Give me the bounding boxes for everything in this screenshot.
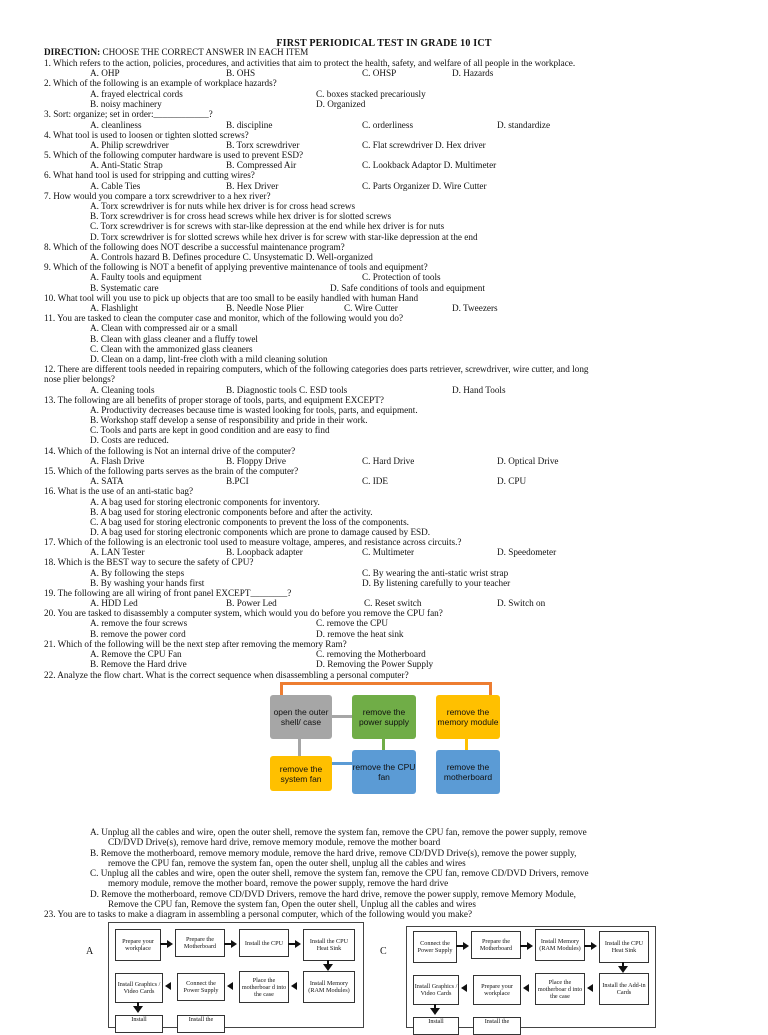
q8-options: A. Controls hazard B. Defines procedure C. Unsystematic D. Well-organized bbox=[90, 252, 373, 262]
connector-blue-mid bbox=[330, 762, 352, 765]
q15-option-c: C. IDE bbox=[362, 476, 389, 486]
q13-option-b: B. Workshop staff develop a sense of responsibility and pride in their work. bbox=[90, 415, 368, 425]
arrow-right-icon bbox=[295, 940, 301, 948]
diagram-a-step-prepare-motherboard: Prepare the Motherboard bbox=[175, 929, 225, 957]
question-15: 15. Which of the following parts serves as the brain of the computer? bbox=[44, 466, 299, 476]
q17-option-b: B. Loopback adapter bbox=[226, 547, 303, 557]
q19-option-b: B. Power Led bbox=[226, 598, 277, 608]
diagram-a-step-place-motherboard: Place the motherboar d into the case bbox=[239, 971, 289, 1003]
q9-option-a: A. Faulty tools and equipment bbox=[90, 272, 202, 282]
q2-option-c: C. boxes stacked precariously bbox=[316, 89, 426, 99]
arrow-down-icon bbox=[133, 1006, 143, 1013]
q2-option-b: B. noisy machinery bbox=[90, 99, 162, 109]
arrow-right-icon bbox=[591, 942, 597, 950]
q20-option-d: D. remove the heat sink bbox=[316, 629, 404, 639]
question-23: 23. You are to tasks to make a diagram in assembling a personal computer, which of the following would you make? bbox=[44, 909, 473, 919]
connector-gray-down bbox=[298, 739, 301, 756]
q1-option-d: D. Hazards bbox=[452, 68, 494, 78]
q1-option-b: B. OHS bbox=[226, 68, 256, 78]
diagram-c-step-power-supply: Connect the Power Supply bbox=[413, 931, 457, 963]
q19-option-a: A. HDD Led bbox=[90, 598, 138, 608]
q14-option-b: B. Floppy Drive bbox=[226, 456, 286, 466]
diagram-c-step-place-motherboard: Place the motherboar d into the case bbox=[535, 973, 585, 1005]
q4-option-b: B. Torx screwdriver bbox=[226, 140, 300, 150]
flowchart bbox=[260, 680, 510, 820]
q2-option-d: D. Organized bbox=[316, 99, 366, 109]
question-21: 21. Which of the following will be the next step after removing the memory Ram? bbox=[44, 639, 347, 649]
arrow-left-icon bbox=[461, 984, 467, 992]
q1-option-a: A. OHP bbox=[90, 68, 120, 78]
diagram-a-step-prepare-workplace: Prepare your workplace bbox=[115, 929, 161, 961]
diagram-a-step-power-supply: Connect the Power Supply bbox=[177, 973, 225, 1001]
q5-option-b: B. Compressed Air bbox=[226, 160, 297, 170]
q21-option-d: D. Removing the Power Supply bbox=[316, 659, 434, 669]
q22-option-b-line1: B. Remove the motherboard, remove memory module, remove the hard drive, remove CD/DVD Drive(s), remove the power supply, bbox=[90, 848, 577, 858]
arrow-left-icon bbox=[227, 982, 233, 990]
question-7: 7. How would you compare a torx screwdriver to a hex river? bbox=[44, 191, 271, 201]
arrow-right-icon bbox=[167, 940, 173, 948]
q16-option-c: C. A bag used for storing electronic components to prevent the loss of the components. bbox=[90, 517, 409, 527]
arrow-right-icon bbox=[231, 940, 237, 948]
direction-text: CHOOSE THE CORRECT ANSWER IN EACH ITEM bbox=[100, 47, 309, 57]
q10-option-b: B. Needle Nose Plier bbox=[226, 303, 304, 313]
question-14: 14. Which of the following is Not an internal drive of the computer? bbox=[44, 446, 296, 456]
q10-option-c: C. Wire Cutter bbox=[344, 303, 398, 313]
q12-option-a: A. Cleaning tools bbox=[90, 385, 155, 395]
question-22: 22. Analyze the flow chart. What is the correct sequence when disassembling a personal computer? bbox=[44, 670, 409, 680]
diagram-c-step-install-memory: Install Memory (RAM Modules) bbox=[535, 929, 585, 961]
question-12: 12. There are different tools needed in repairing computers, which of the following categories does parts retriever, screwdriver, wire cutter, and long bbox=[44, 364, 589, 374]
q9-option-d: D. Safe conditions of tools and equipment bbox=[330, 283, 485, 293]
q7-option-c: C. Torx screwdriver is for screws with star-like depression at the end while hex driver is for nuts bbox=[90, 221, 445, 231]
q21-option-b: B. Remove the Hard drive bbox=[90, 659, 187, 669]
q15-option-b: B.PCI bbox=[226, 476, 249, 486]
question-8: 8. Which of the following does NOT describe a successful maintenance program? bbox=[44, 242, 345, 252]
question-18: 18. Which is the BEST way to secure the safety of CPU? bbox=[44, 557, 254, 567]
q7-option-d: D. Torx screwdriver is for slotted screws while hex driver is for screw with star-like depression at the end bbox=[90, 232, 478, 242]
question-20: 20. You are tasked to disassembly a computer system, which would you do before you remove the CPU fan? bbox=[44, 608, 443, 618]
flow-box-motherboard: remove the motherboard bbox=[436, 750, 500, 794]
q3-option-c: C. orderliness bbox=[362, 120, 414, 130]
diagram-a-step-cpu-heat-sink: Install the CPU Heat Sink bbox=[303, 929, 355, 961]
q9-option-c: C. Protection of tools bbox=[362, 272, 441, 282]
diagram-a-step-install-memory: Install Memory (RAM Modules) bbox=[303, 971, 355, 1003]
question-6: 6. What hand tool is used for stripping and cutting wires? bbox=[44, 170, 255, 180]
q21-option-c: C. removing the Motherboard bbox=[316, 649, 426, 659]
q14-option-c: C. Hard Drive bbox=[362, 456, 415, 466]
question-3: 3. Sort: organize; set in order:____________? bbox=[44, 109, 213, 119]
q11-option-d: D. Clean on a damp, lint-free cloth with a mild cleaning solution bbox=[90, 354, 328, 364]
flow-box-cpu-fan: remove the CPU fan bbox=[352, 750, 416, 794]
q12-option-bc: B. Diagnostic tools C. ESD tools bbox=[226, 385, 348, 395]
q6-option-cd: C. Parts Organizer D. Wire Cutter bbox=[362, 181, 487, 191]
q7-option-b: B. Torx screwdriver is for cross head screws while hex driver is for slotted screws bbox=[90, 211, 392, 221]
page-title: FIRST PERIODICAL TEST IN GRADE 10 ICT bbox=[276, 38, 492, 49]
diagram-a-step-install-cpu: Install the CPU bbox=[239, 929, 289, 957]
q11-option-a: A. Clean with compressed air or a small bbox=[90, 323, 238, 333]
q18-option-b: B. By washing your hands first bbox=[90, 578, 205, 588]
q5-option-a: A. Anti-Static Strap bbox=[90, 160, 163, 170]
question-9: 9. Which of the following is NOT a benefit of applying preventive maintenance of tools and equipment? bbox=[44, 262, 428, 272]
assembly-diagram-a bbox=[108, 922, 364, 1028]
arrow-right-icon bbox=[527, 942, 533, 950]
q18-option-c: C. By wearing the anti-static wrist strap bbox=[362, 568, 509, 578]
q13-option-a: A. Productivity decreases because time is wasted looking for tools, parts, and equipment. bbox=[90, 405, 418, 415]
q15-option-a: A. SATA bbox=[90, 476, 124, 486]
question-4: 4. What tool is used to loosen or tighten slotted screws? bbox=[44, 130, 249, 140]
flow-box-memory-module: remove the memory module bbox=[436, 695, 500, 739]
flow-box-system-fan: remove the system fan bbox=[270, 756, 332, 791]
q16-option-b: B. A bag used for storing electronic components before and after the activity. bbox=[90, 507, 373, 517]
q18-option-a: A. By following the steps bbox=[90, 568, 185, 578]
q16-option-d: D. A bag used for storing electronic components which are prone to damage caused by ESD. bbox=[90, 527, 431, 537]
q18-option-d: D. By listening carefully to your teacher bbox=[362, 578, 511, 588]
q3-option-d: D. standardize bbox=[497, 120, 551, 130]
q4-option-cd: C. Flat screwdriver D. Hex driver bbox=[362, 140, 486, 150]
arrow-left-icon bbox=[291, 982, 297, 990]
arrow-down-icon bbox=[323, 964, 333, 971]
flow-box-open-case: open the outer shell/ case bbox=[270, 695, 332, 739]
q7-option-a: A. Torx screwdriver is for nuts while hex driver is for cross head screws bbox=[90, 201, 356, 211]
q21-option-a: A. Remove the CPU Fan bbox=[90, 649, 182, 659]
q20-option-a: A. remove the four screws bbox=[90, 618, 188, 628]
q22-option-b-line2: remove the CPU fan, remove the system fan, open the outer shell, unplug all the cables and wires bbox=[108, 858, 466, 868]
q19-option-d: D. Switch on bbox=[497, 598, 546, 608]
q15-option-d: D. CPU bbox=[497, 476, 527, 486]
question-1: 1. Which refers to the action, policies, procedures, and activities that aim to protect the health, safety, and welfare of all people in the workplace. bbox=[44, 58, 576, 68]
arrow-down-icon bbox=[618, 966, 628, 973]
diagram-a-step-install: Install bbox=[115, 1015, 163, 1033]
flow-box-power-supply: remove the power supply bbox=[352, 695, 416, 739]
diagram-c-step-prepare-workplace: Prepare your workplace bbox=[473, 975, 521, 1005]
question-17: 17. Which of the following is an electronic tool used to measure voltage, amperes, and resistance across circuits.? bbox=[44, 537, 462, 547]
q22-option-d-line1: D. Remove the motherboard, remove CD/DVD Drivers, remove the hard drive, remove the power supply, remove Memory Module, bbox=[90, 889, 576, 899]
diagram-a-step-graphics-cards: Install Graphics / Video Cards bbox=[115, 973, 163, 1003]
q3-option-b: B. discipline bbox=[226, 120, 273, 130]
arrow-left-icon bbox=[165, 982, 171, 990]
q22-option-a-line1: A. Unplug all the cables and wire, open the outer shell, remove the system fan, remove the CPU fan, remove the power supply, remove bbox=[90, 827, 587, 837]
q10-option-a: A. Flashlight bbox=[90, 303, 138, 313]
connector-orange-right bbox=[489, 682, 492, 696]
q20-option-b: B. remove the power cord bbox=[90, 629, 186, 639]
q6-option-a: A. Cable Ties bbox=[90, 181, 141, 191]
question-13: 13. The following are all benefits of proper storage of tools, parts, and equipment EXCEPT? bbox=[44, 395, 384, 405]
q9-option-b: B. Systematic care bbox=[90, 283, 159, 293]
question-2: 2. Which of the following is an example of workplace hazards? bbox=[44, 78, 277, 88]
q11-option-b: B. Clean with glass cleaner and a fluffy towel bbox=[90, 334, 258, 344]
question-5: 5. Which of the following computer hardware is used to prevent ESD? bbox=[44, 150, 304, 160]
diagram-c-step-install-the: Install the bbox=[473, 1017, 521, 1035]
diagram-a-step-install-the: Install the bbox=[177, 1015, 225, 1033]
diagram-c-step-add-in-cards: Install the Add-in Cards bbox=[599, 973, 649, 1005]
diagram-c-step-graphics-cards: Install Graphics / Video Cards bbox=[413, 975, 459, 1005]
q13-option-c: C. Tools and parts are kept in good condition and are easy to find bbox=[90, 425, 330, 435]
direction-line bbox=[44, 47, 308, 57]
q10-option-d: D. Tweezers bbox=[452, 303, 498, 313]
assembly-diagram-c bbox=[406, 926, 656, 1028]
diagram-label-c: C bbox=[380, 946, 387, 957]
q17-option-d: D. Speedometer bbox=[497, 547, 557, 557]
connector-gray-green bbox=[330, 715, 352, 718]
arrow-left-icon bbox=[587, 984, 593, 992]
q6-option-b: B. Hex Driver bbox=[226, 181, 279, 191]
arrow-left-icon bbox=[523, 984, 529, 992]
connector-orange-left bbox=[280, 682, 283, 696]
diagram-c-step-prepare-motherboard: Prepare the Motherboard bbox=[471, 931, 521, 959]
q22-option-c-line1: C. Unplug all the cables and wire, open the outer shell, remove the system fan, remove the CPU fan, remove CD/DVD Drivers, remove bbox=[90, 868, 589, 878]
q14-option-d: D. Optical Drive bbox=[497, 456, 559, 466]
diagram-c-step-install: Install bbox=[413, 1017, 459, 1035]
q19-option-c: C. Reset switch bbox=[364, 598, 422, 608]
q17-option-a: A. LAN Tester bbox=[90, 547, 145, 557]
q12-option-d: D. Hand Tools bbox=[452, 385, 506, 395]
q5-option-cd: C. Lookback Adaptor D. Multimeter bbox=[362, 160, 497, 170]
arrow-right-icon bbox=[463, 942, 469, 950]
q22-option-c-line2: memory module, remove the mother board, remove the power supply, remove the hard drive bbox=[108, 878, 449, 888]
q16-option-a: A. A bag used for storing electronic components for inventory. bbox=[90, 497, 320, 507]
question-19: 19. The following are all wiring of front panel EXCEPT________? bbox=[44, 588, 292, 598]
question-16: 16. What is the use of an anti-static bag? bbox=[44, 486, 194, 496]
question-12-cont: nose plier belongs? bbox=[44, 374, 115, 384]
connector-orange-top bbox=[280, 682, 492, 685]
q1-option-c: C. OHSP bbox=[362, 68, 397, 78]
q20-option-c: C. remove the CPU bbox=[316, 618, 388, 628]
q4-option-a: A. Philip screwdriver bbox=[90, 140, 169, 150]
q3-option-a: A. cleanliness bbox=[90, 120, 142, 130]
q14-option-a: A. Flash Drive bbox=[90, 456, 145, 466]
arrow-down-icon bbox=[430, 1008, 440, 1015]
q13-option-d: D. Costs are reduced. bbox=[90, 435, 169, 445]
direction-label: DIRECTION: bbox=[44, 47, 101, 57]
diagram-c-step-cpu-heat-sink: Install the CPU Heat Sink bbox=[599, 931, 649, 963]
q22-option-d-line2: Remove the CPU fan, Remove the system fan, Open the outer shell, Unplug all the cables and wires bbox=[108, 899, 476, 909]
diagram-label-a: A bbox=[86, 946, 94, 957]
q22-option-a-line2: CD/DVD Drive(s), remove hard drive, remove memory module, remove the mother board bbox=[108, 837, 441, 847]
question-10: 10. What tool will you use to pick up objects that are too small to be easily handled with human Hand bbox=[44, 293, 419, 303]
q11-option-c: C. Clean with the ammonized glass cleaners bbox=[90, 344, 253, 354]
question-11: 11. You are tasked to clean the computer case and monitor, which of the following would you do? bbox=[44, 313, 404, 323]
q17-option-c: C. Multimeter bbox=[362, 547, 415, 557]
q2-option-a: A. frayed electrical cords bbox=[90, 89, 183, 99]
